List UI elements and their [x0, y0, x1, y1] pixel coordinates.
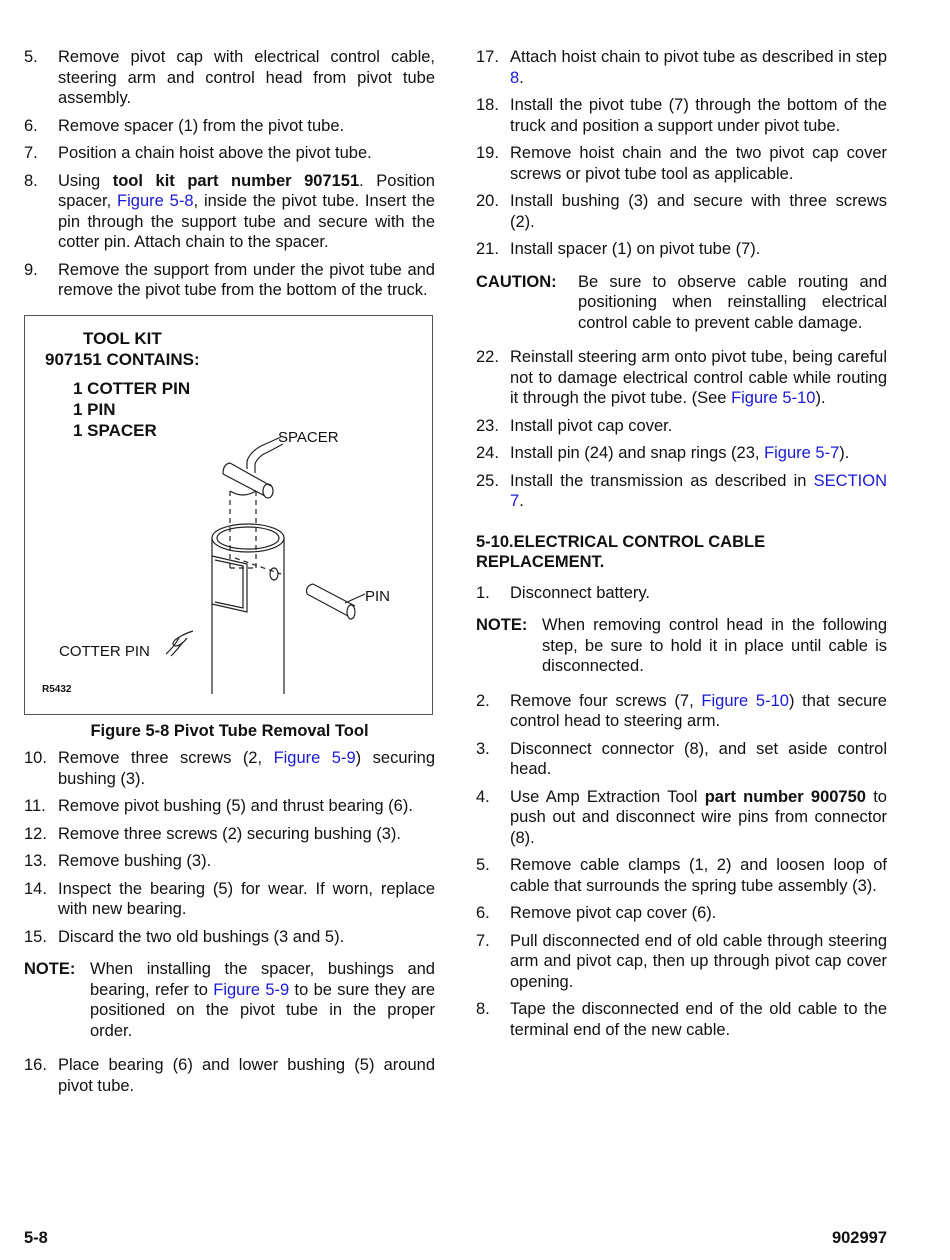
- label-pin: PIN: [365, 587, 391, 605]
- caution-text: [578, 272, 887, 334]
- text-run: Discard the two old bushings (3 and 5).: [58, 927, 345, 946]
- procedure-step: [476, 931, 887, 993]
- text-run: Use Amp Extraction Tool: [510, 787, 705, 806]
- caution-label: CAUTION:: [476, 272, 557, 291]
- text-run: When removing control head in the following step, be sure to hold it in place until cable is disconnected.: [542, 616, 887, 675]
- text-run: Inspect the bearing (5) for wear. If worn, replace with new bearing.: [58, 879, 435, 918]
- text-run: Install pin (24) and snap rings (23,: [510, 444, 765, 462]
- procedure-step: [24, 851, 435, 872]
- text-run: Remove four screws (7,: [510, 691, 702, 710]
- step-list: [24, 47, 435, 301]
- step-number: 16.: [24, 1056, 47, 1074]
- step-number: 6.: [24, 116, 38, 135]
- procedure-step: [476, 903, 887, 924]
- step-number: 22.: [476, 348, 499, 366]
- text-run: ) securing bushing (3).: [58, 749, 436, 788]
- procedure-step: [476, 787, 887, 849]
- procedure-step: [476, 239, 887, 260]
- text-run: Install the transmission as described in: [510, 471, 814, 490]
- step-text: [510, 143, 887, 184]
- procedure-step: [24, 171, 435, 253]
- label-cotter-pin: COTTER PIN: [59, 642, 150, 660]
- step-text: [58, 796, 435, 817]
- procedure-step: [476, 191, 887, 232]
- step-number: 8.: [476, 1000, 490, 1018]
- cross-reference-link[interactable]: 8: [510, 68, 520, 87]
- text-run: Using: [58, 171, 113, 190]
- step-number: 25.: [476, 471, 499, 490]
- text-run: .: [519, 68, 524, 87]
- step-text: [58, 824, 435, 845]
- text-run: .: [519, 492, 524, 510]
- step-number: 17.: [476, 48, 499, 66]
- step-number: 20.: [476, 192, 499, 210]
- text-run: Remove three screws (2) securing bushing (3).: [58, 824, 401, 843]
- procedure-step: [24, 143, 435, 164]
- step-text: [58, 171, 435, 253]
- step-number: 14.: [24, 879, 47, 898]
- step-text: [510, 691, 887, 732]
- procedure-step: [24, 748, 435, 789]
- step-number: 23.: [476, 416, 499, 435]
- figure-caption: Figure 5-8 Pivot Tube Removal Tool: [90, 721, 369, 740]
- text-run: Be sure to observe cable routing and positioning when reinstalling electrical control cable to prevent cable damage.: [578, 272, 887, 332]
- step-number: 1.: [476, 583, 490, 602]
- step-number: 19.: [476, 144, 499, 162]
- cross-reference-link[interactable]: Figure 5-8: [117, 192, 194, 210]
- procedure-step: [476, 47, 887, 88]
- figure-item-3: 1 SPACER: [73, 420, 157, 440]
- cross-reference-link[interactable]: Figure 5-9: [213, 980, 290, 999]
- step-text: [510, 855, 887, 896]
- step-text: [510, 95, 887, 136]
- figure-heading-1: TOOL KIT: [83, 328, 162, 348]
- step-text: [510, 931, 887, 993]
- procedure-step: [24, 1055, 435, 1096]
- cross-reference-link[interactable]: SECTION 7: [510, 471, 887, 510]
- step-number: 7.: [476, 931, 490, 950]
- procedure-step: [24, 260, 435, 301]
- step-text: [510, 583, 887, 604]
- text-run: Install pivot cap cover.: [510, 416, 673, 435]
- step-text: [58, 116, 435, 137]
- text-run: Remove bushing (3).: [58, 852, 212, 870]
- step-list: [24, 1055, 435, 1096]
- text-run: Remove pivot cap with electrical control cable, steering arm and control head from pivot tube assembly.: [58, 48, 435, 107]
- procedure-step: [476, 855, 887, 896]
- text-run: Remove spacer (1) from the pivot tube.: [58, 116, 345, 135]
- step-number: 9.: [24, 260, 38, 279]
- note-text: [542, 615, 887, 677]
- step-list: [476, 347, 887, 512]
- procedure-step: [476, 347, 887, 409]
- step-text: [58, 143, 435, 164]
- cross-reference-link[interactable]: Figure 5-9: [273, 749, 356, 767]
- step-number: 21.: [476, 240, 499, 258]
- text-run: Tape the disconnected end of the old cable to the terminal end of the new cable.: [510, 1000, 887, 1039]
- procedure-step: [24, 116, 435, 137]
- document-number: 902997: [831, 1229, 887, 1247]
- text-run: Place bearing (6) and lower bushing (5) around pivot tube.: [58, 1056, 435, 1095]
- note-block: [476, 615, 887, 677]
- text-run: Install spacer (1) on pivot tube (7).: [510, 240, 761, 258]
- procedure-step: [24, 824, 435, 845]
- text-run: Disconnect battery.: [510, 583, 651, 602]
- step-number: 13.: [24, 852, 47, 870]
- text-run: , inside the pivot tube. Insert the pin through the support tube and secure with the cotter pin. Attach chain to the spacer.: [58, 192, 435, 251]
- step-text: [510, 739, 887, 780]
- procedure-step: [24, 927, 435, 948]
- step-text: [58, 748, 435, 789]
- note-block: [24, 959, 435, 1041]
- note-label: NOTE:: [476, 616, 528, 634]
- tube-drawing: [166, 437, 365, 694]
- text-run: Remove pivot bushing (5) and thrust bearing (6).: [58, 797, 413, 815]
- text-run: to push out and disconnect wire pins from connector (8).: [510, 787, 887, 847]
- text-run: Position a chain hoist above the pivot tube.: [58, 144, 372, 162]
- step-text: [510, 999, 887, 1040]
- step-text: [510, 903, 887, 924]
- text-run: Attach hoist chain to pivot tube as described in step: [510, 48, 887, 66]
- step-number: 7.: [24, 144, 38, 162]
- step-number: 15.: [24, 927, 47, 946]
- right-column: [476, 47, 887, 1047]
- step-text: [510, 443, 887, 464]
- step-text: [510, 239, 887, 260]
- step-number: 6.: [476, 904, 490, 922]
- procedure-step: [476, 95, 887, 136]
- step-text: [58, 1055, 435, 1096]
- note-text: [90, 959, 435, 1041]
- step-number: 10.: [24, 749, 47, 767]
- step-text: [510, 347, 887, 409]
- pivot-tube-tool-illustration: [25, 316, 432, 714]
- section-heading: 5-10.ELECTRICAL CONTROL CABLE REPLACEMENT.: [476, 532, 766, 571]
- procedure-step: [24, 879, 435, 920]
- step-text: [58, 260, 435, 301]
- step-list: [476, 691, 887, 1041]
- procedure-step: [476, 999, 887, 1040]
- procedure-step: [476, 583, 887, 604]
- text-run: ).: [815, 389, 826, 407]
- procedure-step: [476, 443, 887, 464]
- bold-text: part number 900750: [704, 787, 866, 806]
- step-number: 4.: [476, 787, 490, 806]
- text-run: Pull disconnected end of old cable through steering arm and pivot cap, then up through pivot cap cover opening.: [510, 931, 887, 991]
- text-run: Remove three screws (2,: [58, 749, 274, 767]
- step-text: [510, 787, 887, 849]
- bold-text: tool kit part number 907151: [112, 171, 360, 190]
- step-number: 8.: [24, 171, 38, 190]
- step-text: [58, 927, 435, 948]
- step-text: [58, 879, 435, 920]
- text-run: to be sure they are positioned on the pivot tube in the proper order.: [90, 980, 435, 1040]
- step-text: [510, 191, 887, 232]
- text-run: Remove the support from under the pivot tube and remove the pivot tube from the bottom of the truck.: [58, 260, 435, 299]
- label-spacer: SPACER: [278, 428, 339, 446]
- step-number: 24.: [476, 444, 499, 462]
- procedure-step: [476, 416, 887, 437]
- step-number: 12.: [24, 824, 47, 843]
- step-number: 18.: [476, 96, 499, 114]
- step-text: [510, 471, 887, 512]
- step-number: 5.: [476, 856, 490, 874]
- figure-ref: R5432: [42, 683, 72, 695]
- caution-block: [476, 272, 887, 334]
- text-run: ) that secure control head to steering arm.: [510, 691, 887, 730]
- step-text: [510, 416, 887, 437]
- step-list: [24, 748, 435, 947]
- page-number: 5-8: [24, 1229, 48, 1247]
- text-run: When installing the spacer, bushings and bearing, refer to: [90, 960, 435, 999]
- procedure-step: [476, 739, 887, 780]
- step-number: 3.: [476, 739, 490, 758]
- text-run: Install the pivot tube (7) through the bottom of the truck and position a support under pivot tube.: [510, 96, 887, 135]
- procedure-step: [476, 143, 887, 184]
- left-column: [24, 47, 435, 1103]
- step-number: 5.: [24, 48, 38, 66]
- cross-reference-link[interactable]: Figure 5-10: [731, 389, 816, 407]
- step-text: [58, 851, 435, 872]
- text-run: Remove hoist chain and the two pivot cap cover screws or pivot tube tool as applicable.: [510, 144, 887, 183]
- step-text: [58, 47, 435, 109]
- text-run: Reinstall steering arm onto pivot tube, being careful not to damage electrical control cable while routing it through the pivot tube. (See: [510, 348, 887, 407]
- step-number: 2.: [476, 691, 490, 710]
- figure-item-2: 1 PIN: [73, 399, 116, 419]
- text-run: Install bushing (3) and secure with three screws (2).: [510, 192, 887, 231]
- figure-item-1: 1 COTTER PIN: [73, 378, 191, 398]
- figure-pivot-tube-tool: [24, 315, 433, 715]
- text-run: ).: [839, 444, 850, 462]
- step-list: [476, 583, 887, 604]
- text-run: Disconnect connector (8), and set aside control head.: [510, 739, 887, 778]
- step-number: 11.: [24, 797, 46, 815]
- step-text: [510, 47, 887, 88]
- procedure-step: [476, 471, 887, 512]
- step-list: [476, 47, 887, 260]
- procedure-step: [24, 796, 435, 817]
- cross-reference-link[interactable]: Figure 5-10: [701, 691, 789, 710]
- procedure-step: [476, 691, 887, 732]
- text-run: . Position spacer,: [58, 171, 435, 210]
- note-label: NOTE:: [24, 960, 76, 978]
- procedure-step: [24, 47, 435, 109]
- figure-heading-2: 907151 CONTAINS:: [45, 349, 200, 369]
- text-run: Remove cable clamps (1, 2) and loosen loop of cable that surrounds the spring tube assembly (3).: [510, 856, 887, 895]
- text-run: Remove pivot cap cover (6).: [510, 904, 717, 922]
- cross-reference-link[interactable]: Figure 5-7: [764, 444, 840, 462]
